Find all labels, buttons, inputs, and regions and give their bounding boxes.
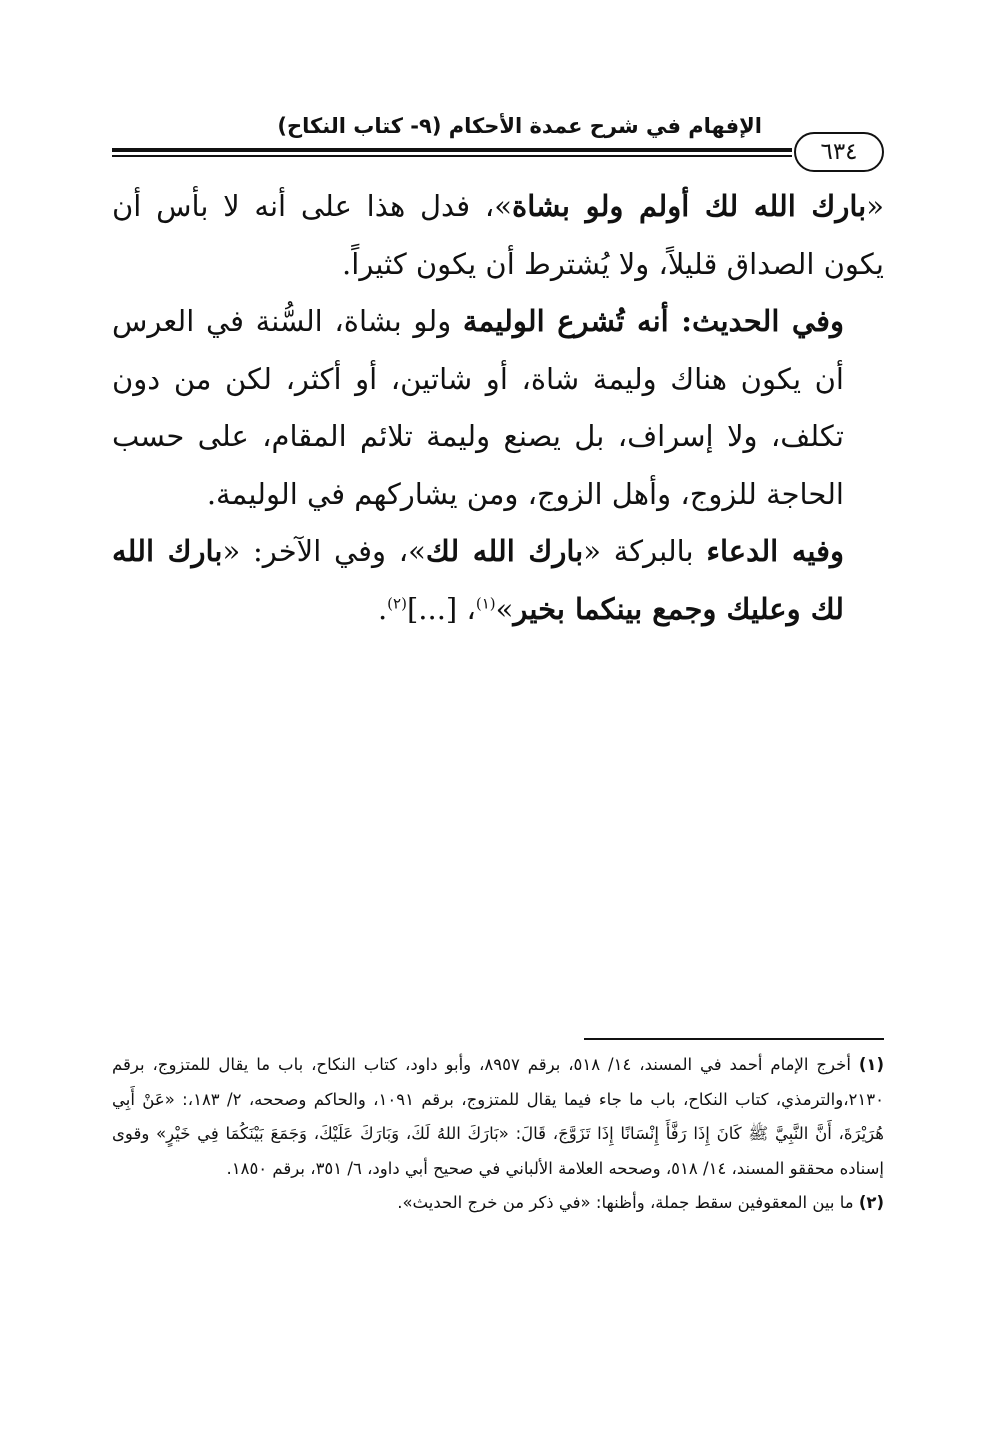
footnote-ref-2[interactable]: (٢) [387,593,407,612]
quote-open: « [866,189,884,223]
paragraph-2-colon: : [668,304,692,338]
paragraph-1-text: ، فدل هذا على أنه لا بأس أن يكون الصداق قليلاً، ولا يُشترط أن يكون كثيراً. [112,189,884,281]
quote-close: » [495,591,514,626]
paragraph-3 [112,523,884,638]
quote-open: « [583,534,601,568]
footnote-1 [112,1048,884,1186]
footnote-2-number: (٢) [858,1193,884,1212]
paragraph-3-text-2: ، وفي الآخر: [240,534,409,568]
quote-close: » [408,534,426,568]
paragraph-2-text: ولو بشاة، السُّنة في العرس أن يكون هناك وليمة شاة، أو شاتين، أو أكثر، لكن من دون تكلف، ولا إسراف، بل يصنع وليمة تلائم المقام، على حسب الحاجة للزوج، وأهل الزوج، ومن يشاركهم في الوليمة. [112,304,844,511]
footnote-ref-1[interactable]: (١) [475,593,496,612]
bold-hadith-quote: بارك الله لك أولم ولو بشاة [512,189,867,223]
footnotes [112,1048,884,1221]
footnote-2-text: ما بين المعقوفين سقط جملة، وأظنها: «في ذكر من خرج الحديث». [397,1193,859,1212]
paragraph-3-text-1: بالبركة [601,534,707,568]
footnote-1-number: (١) [858,1055,885,1074]
header-rule-thick [112,148,792,152]
footnote-2 [112,1186,884,1221]
quote-open: « [222,534,241,568]
header-rule-thin [112,155,792,157]
running-title: الإفهام في شرح عمدة الأحكام (٩- كتاب النكاح) [277,114,762,138]
quote-close: » [494,189,513,223]
body-text [112,178,884,638]
bold-dua-short: بارك الله لك [425,534,584,568]
paragraph-2 [112,293,884,523]
footnote-separator [584,1038,884,1040]
footnote-1-text: أخرج الإمام أحمد في المسند، ١٤/ ٥١٨، برقم ٨٩٥٧، وأبو داود، كتاب النكاح، باب ما يقال للمتزوج، برقم ٢١٣٠،والترمذي، كتاب النكاح، باب ما جاء فيما يقال للمتزوج، برقم ١٠٩١، والحاكم وصححه، ٢/ ١٨٣،: «عَنْ أَبِي هُرَيْرَةَ، أَنَّ النَّبِيَّ ﷺ كَانَ إِذَا رَفَّأَ إِنْسَانًا إِذَا تَزَوَّجَ، قَالَ: «بَارَكَ اللهُ لَكَ، وَبَارَكَ عَلَيْكَ، وَجَمَعَ بَيْنَكُمَا فِي خَيْرٍ» وقوى إسناده محققو المسند، ١٤/ ٥١٨، وصححه العلامة الألباني في صحيح أبي داود، ٦/ ٣٥١، برقم ١٨٥٠. [112,1055,884,1178]
page-header [112,112,884,172]
paragraph-2-bold: أنه تُشرع الوليمة [462,304,669,338]
bold-dua-long: بارك الله لك وعليك وجمع بينكما بخير [112,534,844,626]
paragraph-3-text-3: ، [...] [406,591,476,626]
paragraph-3-lead: وفيه الدعاء [706,534,844,568]
paragraph-3-end: . [377,591,388,626]
paragraph-1 [112,178,884,293]
paragraph-2-lead: وفي الحديث [692,304,844,338]
page-number: ٦٣٤ [794,132,884,172]
